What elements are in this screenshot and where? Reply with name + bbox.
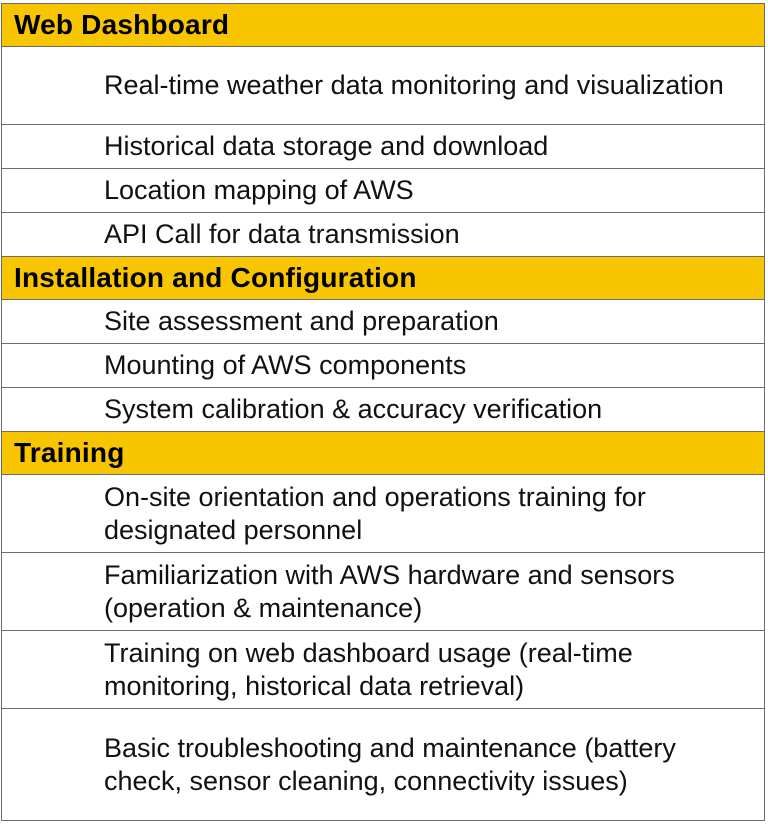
table-row xyxy=(2,475,764,553)
row-text: On-site orientation and operations training for designated personnel xyxy=(104,481,646,545)
row-text: Training on web dashboard usage (real-time monitoring, historical data retrieval) xyxy=(104,637,633,701)
section-header-web-dashboard: Web Dashboard xyxy=(2,4,764,47)
table-row xyxy=(2,125,764,169)
section-header-training: Training xyxy=(2,432,764,475)
table-row xyxy=(2,709,764,820)
scope-table xyxy=(1,3,765,821)
row-text: API Call for data transmission xyxy=(104,219,460,249)
table-row xyxy=(2,213,764,257)
table-row xyxy=(2,553,764,631)
table-row xyxy=(2,47,764,125)
section-header-installation: Installation and Configuration xyxy=(2,257,764,300)
row-text: Basic troubleshooting and maintenance (battery check, sensor cleaning, connectivity issues) xyxy=(104,732,676,796)
row-text: Historical data storage and download xyxy=(104,131,549,161)
table-row xyxy=(2,169,764,213)
row-text: Location mapping of AWS xyxy=(104,175,414,205)
row-text: Familiarization with AWS hardware and sensors (operation & maintenance) xyxy=(104,559,675,623)
table-row xyxy=(2,631,764,709)
row-text: Site assessment and preparation xyxy=(104,306,499,336)
row-text: System calibration & accuracy verification xyxy=(104,394,603,424)
table-row xyxy=(2,344,764,388)
row-text: Real-time weather data monitoring and visualization xyxy=(104,70,724,100)
table-row xyxy=(2,388,764,432)
row-text: Mounting of AWS components xyxy=(104,350,467,380)
table-row xyxy=(2,300,764,344)
